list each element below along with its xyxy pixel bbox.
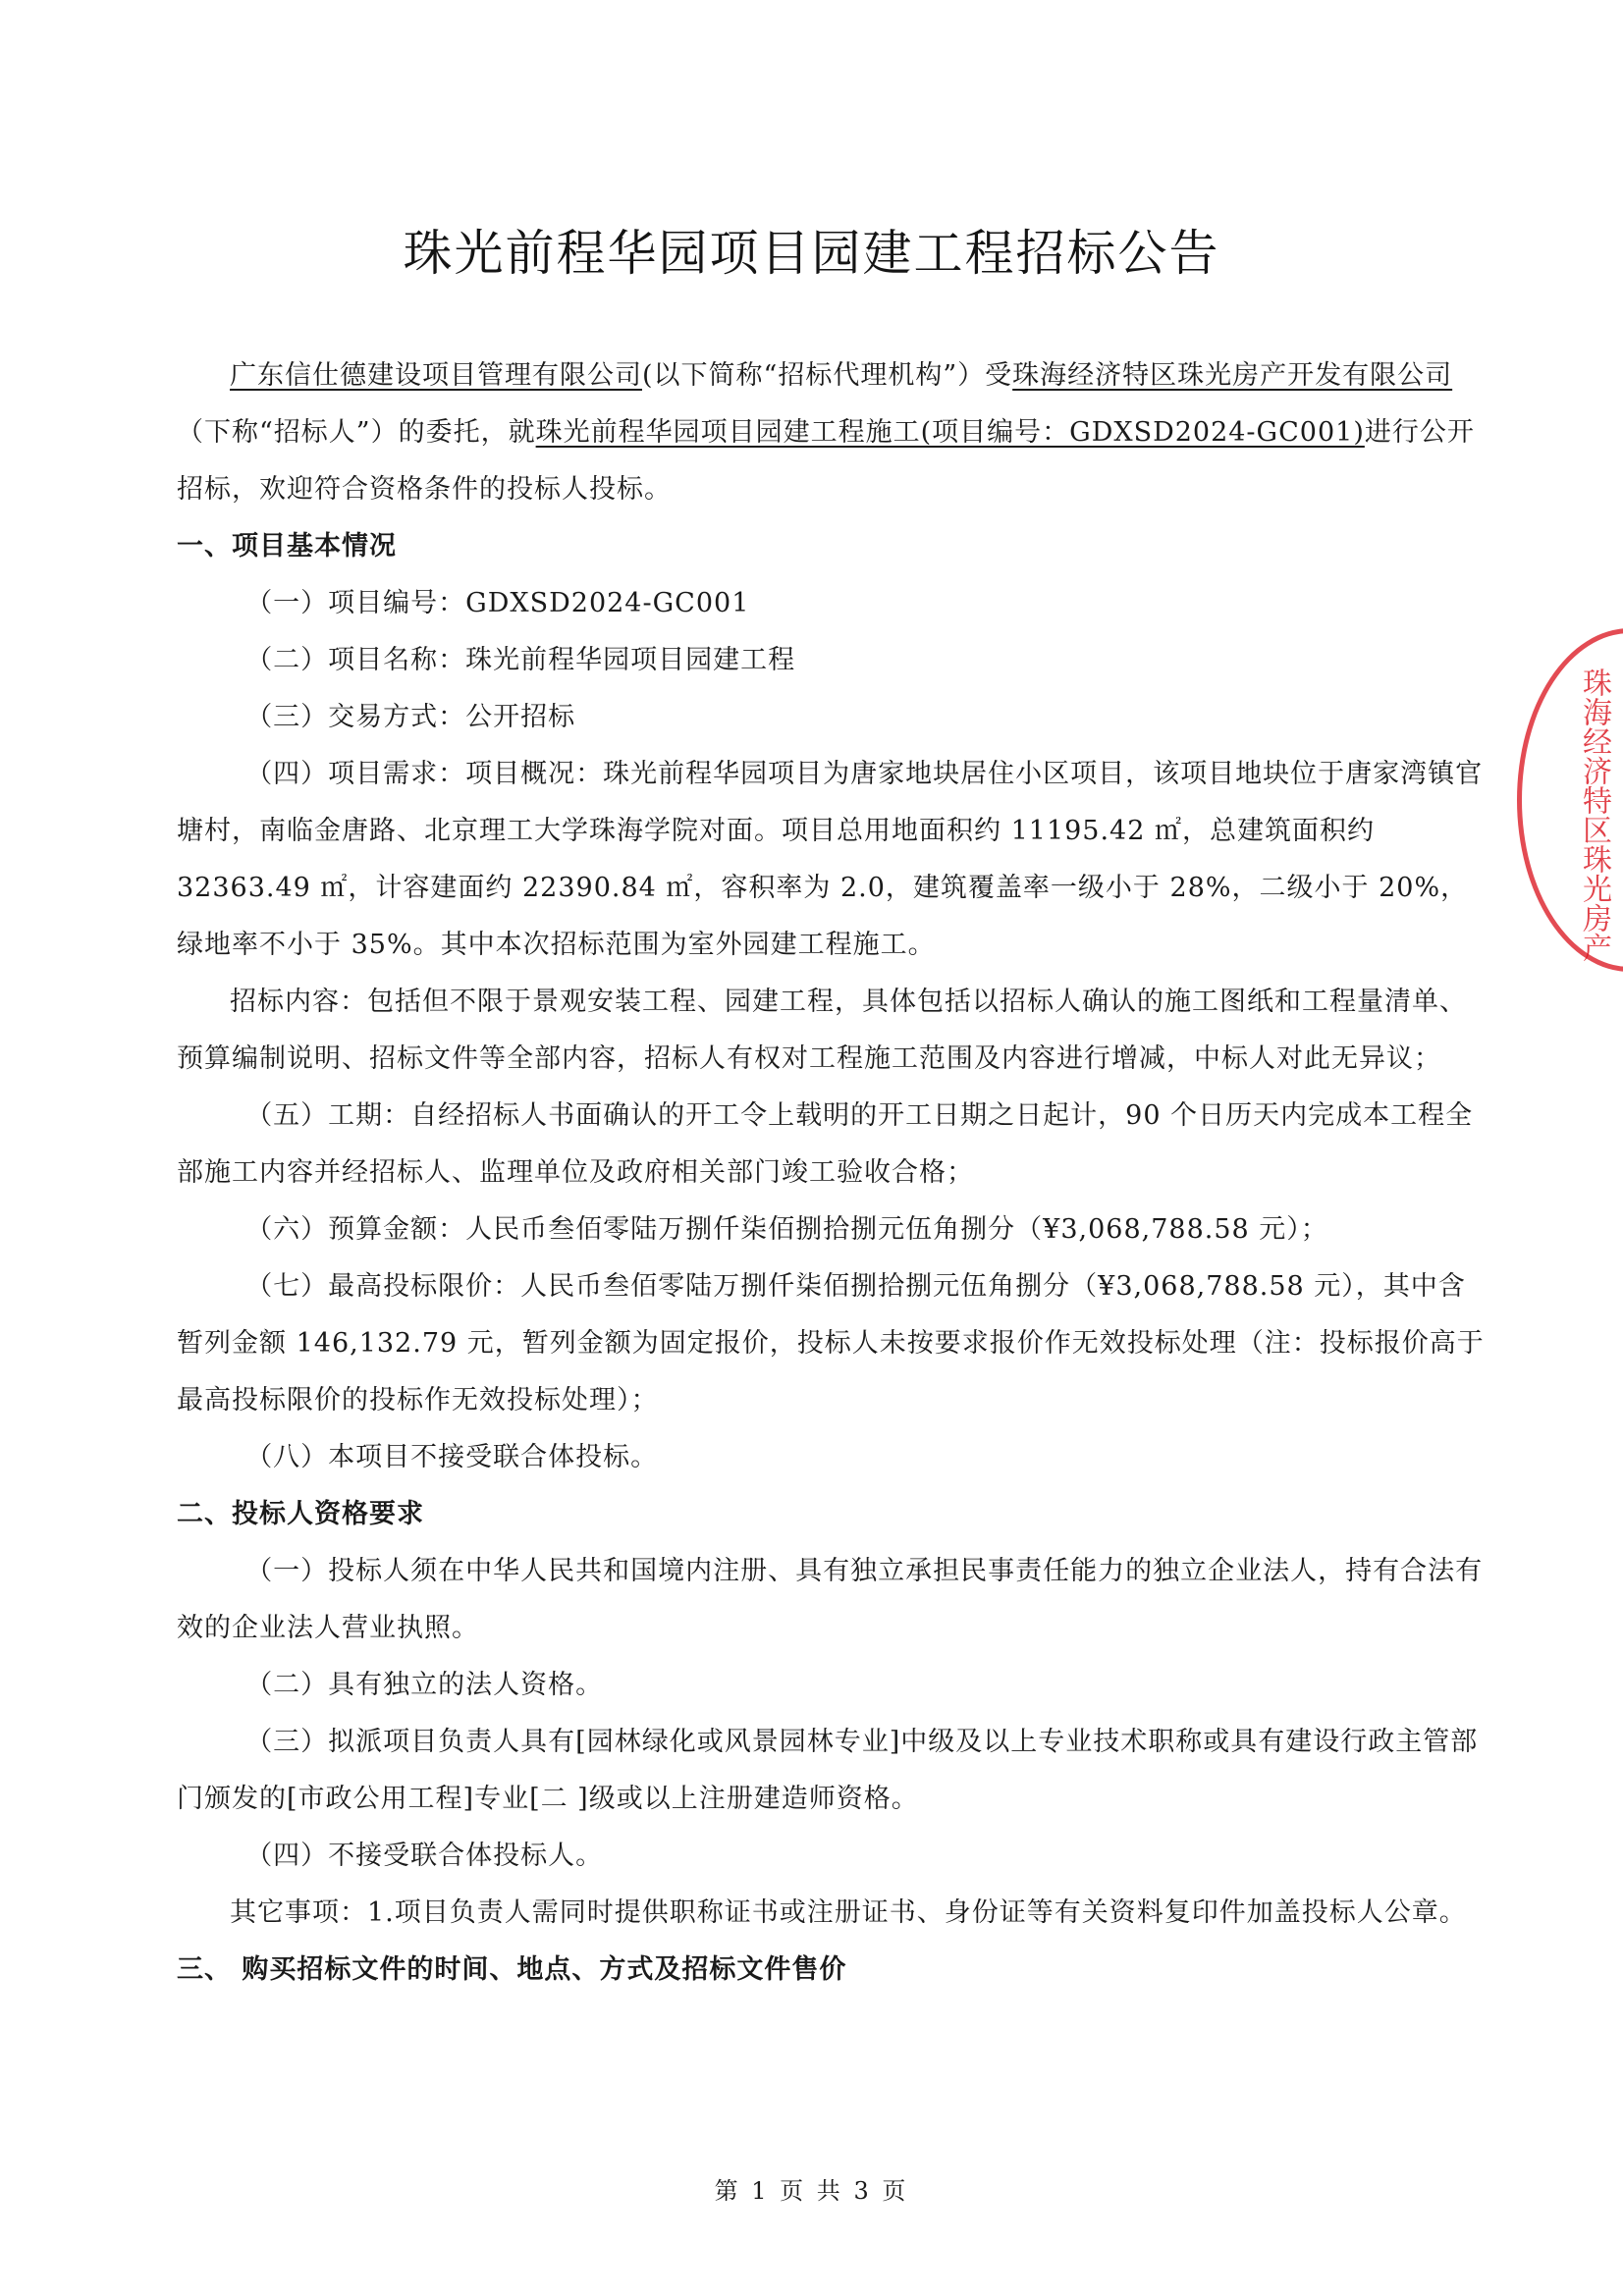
project-code-item: （一）项目编号：GDXSD2024-GC001 — [245, 588, 750, 618]
page-footer: 第 1 页 共 3 页 — [714, 2177, 909, 2205]
project-name-item: （二）项目名称：珠光前程华园项目园建工程 — [245, 645, 796, 675]
budget-item: （六）预算金额：人民币叁佰零陆万捌仟柒佰捌拾捌元伍角捌分（¥3,068,788.58 元）； — [245, 1214, 1328, 1245]
qualification-item: （三）拟派项目负责人具有[园林绿化或风景园林专业]中级及以上专业技术职称或具有建设行政主管部门颁发的[市政公用工程]专业[二 ]级或以上注册建造师资格。 — [177, 1727, 1479, 1814]
agency-name: 广东信仕德建设项目管理有限公司 — [230, 360, 642, 391]
bid-content-item: 招标内容：包括但不限于景观安装工程、园建工程，具体包括以招标人确认的施工图纸和工程量清单、预算编制说明、招标文件等全部内容，招标人有权对工程施工范围及内容进行增减，中标人对此无异议； — [177, 987, 1467, 1074]
section-heading-3: 三、 购买招标文件的时间、地点、方式及招标文件售价 — [177, 1954, 847, 1985]
qualification-item: （一）投标人须在中华人民共和国境内注册、具有独立承担民事责任能力的独立企业法人，持有合法有效的企业法人营业执照。 — [177, 1556, 1484, 1643]
tenderer-name: 珠海经济特区珠光房产开发有限公司 — [1012, 360, 1453, 391]
qualification-item: （二）具有独立的法人资格。 — [245, 1670, 604, 1700]
max-price-item: （七）最高投标限价：人民币叁佰零陆万捌仟柒佰捌拾捌元伍角捌分（¥3,068,788.58 元），其中含暂列金额 146,132.79 元，暂列金额为固定报价，投标人未按要求报价作无效投标处理（注：投标报价高于最高投标限价的投标作无效投标处理）； — [177, 1271, 1485, 1415]
duration-item: （五）工期：自经招标人书面确认的开工令上载明的开工日期之日起计，90 个日历天内完成本工程全部施工内容并经招标人、监理单位及政府相关部门竣工验收合格； — [177, 1100, 1474, 1188]
document-body — [177, 347, 1492, 1999]
section-heading-1: 一、项目基本情况 — [177, 531, 397, 561]
intro-paragraph: 广东信仕德建设项目管理有限公司(以下简称“招标代理机构”）受珠海经济特区珠光房产开发有限公司（下称“招标人”）的委托，就珠光前程华园项目园建工程施工(项目编号：GDXSD2024-GC001)进行公开招标，欢迎符合资格条件的投标人投标。 — [177, 360, 1475, 505]
project-name: 珠光前程华园项目园建工程施工(项目编号：GDXSD2024-GC001) — [535, 417, 1365, 448]
trade-method-item: （三）交易方式：公开招标 — [245, 702, 576, 732]
no-consortium-item: （八）本项目不接受联合体投标。 — [245, 1442, 659, 1472]
qualification-item: （四）不接受联合体投标人。 — [245, 1841, 604, 1871]
section-heading-2: 二、投标人资格要求 — [177, 1499, 424, 1529]
page-title: 珠光前程华园项目园建工程招标公告 — [403, 225, 1220, 282]
other-matters-item: 其它事项：1.项目负责人需同时提供职称证书或注册证书、身份证等有关资料复印件加盖投标人公章。 — [230, 1897, 1467, 1928]
seal-text: 珠海经济特区珠光房产 — [1577, 667, 1611, 962]
project-requirement-item: （四）项目需求：项目概况：珠光前程华园项目为唐家地块居住小区项目，该项目地块位于唐家湾镇官塘村，南临金唐路、北京理工大学珠海学院对面。项目总用地面积约 11195.42 ㎡，总建筑面积约 32363.49 ㎡，计容建面约 22390.84 ㎡，容积率为 2.0，建筑覆盖率一级小于 28%，二级小于 20%，绿地率不小于 35%。其中本次招标范围为室外园建工程施工。 — [177, 759, 1484, 960]
